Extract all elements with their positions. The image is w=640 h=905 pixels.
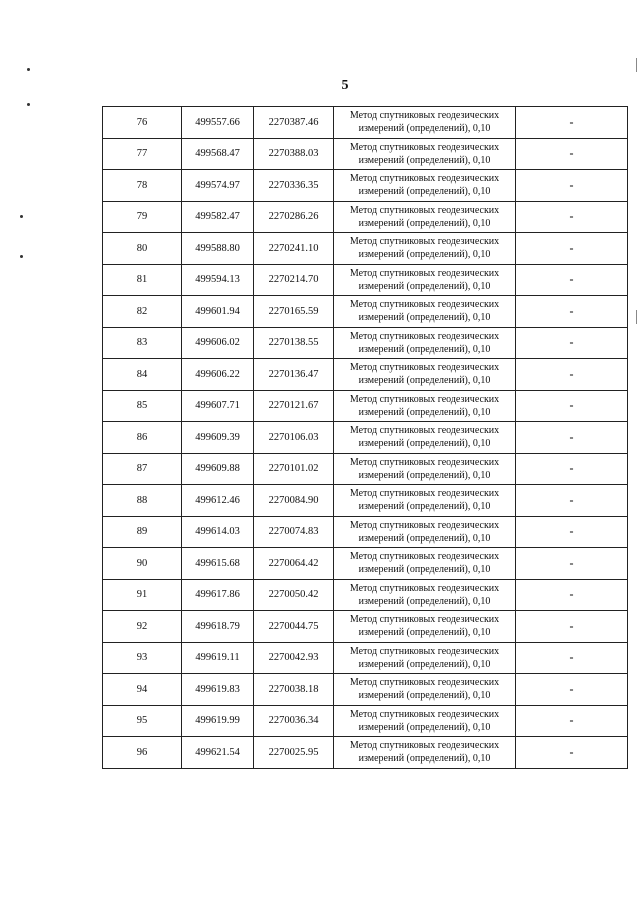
x-coordinate-cell: 499568.47 xyxy=(182,138,254,170)
method-line-2: измерений (определений), 0,10 xyxy=(358,280,491,292)
method-line-2: измерений (определений), 0,10 xyxy=(358,469,491,481)
description-cell: - xyxy=(516,642,628,674)
table-row xyxy=(103,737,628,769)
table-row xyxy=(103,233,628,265)
method-line-1: Метод спутниковых геодезических xyxy=(349,236,500,248)
y-coordinate-cell: 2270084.90 xyxy=(254,485,334,517)
scan-dot xyxy=(27,68,30,71)
method-line-1: Метод спутниковых геодезических xyxy=(349,645,500,657)
method-line-2: измерений (определений), 0,10 xyxy=(358,658,491,670)
scan-dot xyxy=(20,255,23,258)
y-coordinate-cell: 2270038.18 xyxy=(254,674,334,706)
method-cell xyxy=(334,485,516,517)
y-coordinate-cell: 2270286.26 xyxy=(254,201,334,233)
method-line-2: измерений (определений), 0,10 xyxy=(358,154,491,166)
method-line-1: Метод спутниковых геодезических xyxy=(349,488,500,500)
method-line-1: Метод спутниковых геодезических xyxy=(349,551,500,563)
method-cell xyxy=(334,296,516,328)
description-cell: - xyxy=(516,201,628,233)
method-line-2: измерений (определений), 0,10 xyxy=(358,217,491,229)
point-number-cell: 88 xyxy=(103,485,182,517)
x-coordinate-cell: 499612.46 xyxy=(182,485,254,517)
x-coordinate-cell: 499594.13 xyxy=(182,264,254,296)
x-coordinate-cell: 499621.54 xyxy=(182,737,254,769)
method-cell xyxy=(334,264,516,296)
method-cell xyxy=(334,390,516,422)
method-line-2: измерений (определений), 0,10 xyxy=(358,595,491,607)
method-cell xyxy=(334,579,516,611)
method-cell xyxy=(334,453,516,485)
point-number-cell: 83 xyxy=(103,327,182,359)
table-row xyxy=(103,485,628,517)
method-line-2: измерений (определений), 0,10 xyxy=(358,343,491,355)
description-cell: - xyxy=(516,390,628,422)
x-coordinate-cell: 499618.79 xyxy=(182,611,254,643)
method-line-1: Метод спутниковых геодезических xyxy=(349,582,500,594)
method-line-1: Метод спутниковых геодезических xyxy=(349,110,500,122)
table-row xyxy=(103,611,628,643)
description-cell: - xyxy=(516,422,628,454)
table-row xyxy=(103,107,628,139)
method-cell xyxy=(334,422,516,454)
description-cell: - xyxy=(516,611,628,643)
description-cell: - xyxy=(516,705,628,737)
x-coordinate-cell: 499609.88 xyxy=(182,453,254,485)
point-number-cell: 86 xyxy=(103,422,182,454)
y-coordinate-cell: 2270136.47 xyxy=(254,359,334,391)
y-coordinate-cell: 2270064.42 xyxy=(254,548,334,580)
table-body xyxy=(103,107,628,769)
x-coordinate-cell: 499557.66 xyxy=(182,107,254,139)
method-line-1: Метод спутниковых геодезических xyxy=(349,330,500,342)
table-row xyxy=(103,642,628,674)
point-number-cell: 82 xyxy=(103,296,182,328)
method-line-1: Метод спутниковых геодезических xyxy=(349,141,500,153)
method-cell xyxy=(334,201,516,233)
table-row xyxy=(103,674,628,706)
y-coordinate-cell: 2270241.10 xyxy=(254,233,334,265)
description-cell: - xyxy=(516,264,628,296)
scan-tick xyxy=(636,58,637,72)
x-coordinate-cell: 499582.47 xyxy=(182,201,254,233)
y-coordinate-cell: 2270214.70 xyxy=(254,264,334,296)
method-line-1: Метод спутниковых геодезических xyxy=(349,519,500,531)
y-coordinate-cell: 2270074.83 xyxy=(254,516,334,548)
y-coordinate-cell: 2270138.55 xyxy=(254,327,334,359)
method-line-2: измерений (определений), 0,10 xyxy=(358,123,491,135)
method-cell xyxy=(334,327,516,359)
y-coordinate-cell: 2270387.46 xyxy=(254,107,334,139)
point-number-cell: 92 xyxy=(103,611,182,643)
x-coordinate-cell: 499607.71 xyxy=(182,390,254,422)
method-line-2: измерений (определений), 0,10 xyxy=(358,375,491,387)
method-line-2: измерений (определений), 0,10 xyxy=(358,312,491,324)
point-number-cell: 89 xyxy=(103,516,182,548)
method-cell xyxy=(334,548,516,580)
table-row xyxy=(103,170,628,202)
method-cell xyxy=(334,737,516,769)
point-number-cell: 85 xyxy=(103,390,182,422)
table-row xyxy=(103,296,628,328)
method-line-2: измерений (определений), 0,10 xyxy=(358,406,491,418)
method-cell xyxy=(334,359,516,391)
method-line-2: измерений (определений), 0,10 xyxy=(358,690,491,702)
table-row xyxy=(103,705,628,737)
scan-tick xyxy=(636,310,637,324)
point-number-cell: 93 xyxy=(103,642,182,674)
method-line-1: Метод спутниковых геодезических xyxy=(349,393,500,405)
x-coordinate-cell: 499615.68 xyxy=(182,548,254,580)
table-row xyxy=(103,390,628,422)
point-number-cell: 81 xyxy=(103,264,182,296)
method-line-2: измерений (определений), 0,10 xyxy=(358,501,491,513)
description-cell: - xyxy=(516,737,628,769)
method-cell xyxy=(334,705,516,737)
point-number-cell: 87 xyxy=(103,453,182,485)
point-number-cell: 76 xyxy=(103,107,182,139)
page-number: 5 xyxy=(341,78,349,93)
description-cell: - xyxy=(516,516,628,548)
table-row xyxy=(103,422,628,454)
method-line-2: измерений (определений), 0,10 xyxy=(358,721,491,733)
description-cell: - xyxy=(516,485,628,517)
method-line-1: Метод спутниковых геодезических xyxy=(349,614,500,626)
y-coordinate-cell: 2270106.03 xyxy=(254,422,334,454)
method-line-1: Метод спутниковых геодезических xyxy=(349,173,500,185)
description-cell: - xyxy=(516,674,628,706)
method-line-1: Метод спутниковых геодезических xyxy=(349,362,500,374)
point-number-cell: 96 xyxy=(103,737,182,769)
x-coordinate-cell: 499609.39 xyxy=(182,422,254,454)
point-number-cell: 90 xyxy=(103,548,182,580)
method-line-2: измерений (определений), 0,10 xyxy=(358,438,491,450)
x-coordinate-cell: 499619.99 xyxy=(182,705,254,737)
description-cell: - xyxy=(516,453,628,485)
point-number-cell: 80 xyxy=(103,233,182,265)
description-cell: - xyxy=(516,138,628,170)
table-row xyxy=(103,548,628,580)
point-number-cell: 77 xyxy=(103,138,182,170)
method-cell xyxy=(334,611,516,643)
table-row xyxy=(103,579,628,611)
description-cell: - xyxy=(516,170,628,202)
description-cell: - xyxy=(516,579,628,611)
table-row xyxy=(103,327,628,359)
table-row xyxy=(103,453,628,485)
method-line-2: измерений (определений), 0,10 xyxy=(358,564,491,576)
method-line-2: измерений (определений), 0,10 xyxy=(358,753,491,765)
y-coordinate-cell: 2270036.34 xyxy=(254,705,334,737)
method-line-1: Метод спутниковых геодезических xyxy=(349,677,500,689)
method-cell xyxy=(334,516,516,548)
method-line-1: Метод спутниковых геодезических xyxy=(349,299,500,311)
description-cell: - xyxy=(516,359,628,391)
y-coordinate-cell: 2270101.02 xyxy=(254,453,334,485)
description-cell: - xyxy=(516,548,628,580)
y-coordinate-cell: 2270121.67 xyxy=(254,390,334,422)
method-line-1: Метод спутниковых геодезических xyxy=(349,204,500,216)
point-number-cell: 78 xyxy=(103,170,182,202)
description-cell: - xyxy=(516,296,628,328)
y-coordinate-cell: 2270388.03 xyxy=(254,138,334,170)
method-line-2: измерений (определений), 0,10 xyxy=(358,627,491,639)
scan-dot xyxy=(20,215,23,218)
method-line-1: Метод спутниковых геодезических xyxy=(349,740,500,752)
description-cell: - xyxy=(516,327,628,359)
method-line-2: измерений (определений), 0,10 xyxy=(358,186,491,198)
method-cell xyxy=(334,170,516,202)
scan-dot xyxy=(27,103,30,106)
method-cell xyxy=(334,233,516,265)
point-number-cell: 84 xyxy=(103,359,182,391)
y-coordinate-cell: 2270336.35 xyxy=(254,170,334,202)
table-row xyxy=(103,138,628,170)
method-line-1: Метод спутниковых геодезических xyxy=(349,708,500,720)
y-coordinate-cell: 2270042.93 xyxy=(254,642,334,674)
y-coordinate-cell: 2270025.95 xyxy=(254,737,334,769)
point-number-cell: 95 xyxy=(103,705,182,737)
description-cell: - xyxy=(516,107,628,139)
method-line-1: Метод спутниковых геодезических xyxy=(349,425,500,437)
x-coordinate-cell: 499601.94 xyxy=(182,296,254,328)
method-cell xyxy=(334,642,516,674)
description-cell: - xyxy=(516,233,628,265)
x-coordinate-cell: 499614.03 xyxy=(182,516,254,548)
method-cell xyxy=(334,107,516,139)
point-number-cell: 94 xyxy=(103,674,182,706)
table-row xyxy=(103,516,628,548)
point-number-cell: 91 xyxy=(103,579,182,611)
method-line-2: измерений (определений), 0,10 xyxy=(358,532,491,544)
point-number-cell: 79 xyxy=(103,201,182,233)
method-line-1: Метод спутниковых геодезических xyxy=(349,456,500,468)
table-row xyxy=(103,201,628,233)
method-line-2: измерений (определений), 0,10 xyxy=(358,249,491,261)
y-coordinate-cell: 2270044.75 xyxy=(254,611,334,643)
y-coordinate-cell: 2270165.59 xyxy=(254,296,334,328)
coordinates-table xyxy=(102,106,628,769)
y-coordinate-cell: 2270050.42 xyxy=(254,579,334,611)
x-coordinate-cell: 499606.22 xyxy=(182,359,254,391)
method-cell xyxy=(334,138,516,170)
x-coordinate-cell: 499588.80 xyxy=(182,233,254,265)
x-coordinate-cell: 499619.83 xyxy=(182,674,254,706)
method-line-1: Метод спутниковых геодезических xyxy=(349,267,500,279)
x-coordinate-cell: 499606.02 xyxy=(182,327,254,359)
x-coordinate-cell: 499574.97 xyxy=(182,170,254,202)
table-row xyxy=(103,359,628,391)
x-coordinate-cell: 499617.86 xyxy=(182,579,254,611)
method-cell xyxy=(334,674,516,706)
table-row xyxy=(103,264,628,296)
x-coordinate-cell: 499619.11 xyxy=(182,642,254,674)
